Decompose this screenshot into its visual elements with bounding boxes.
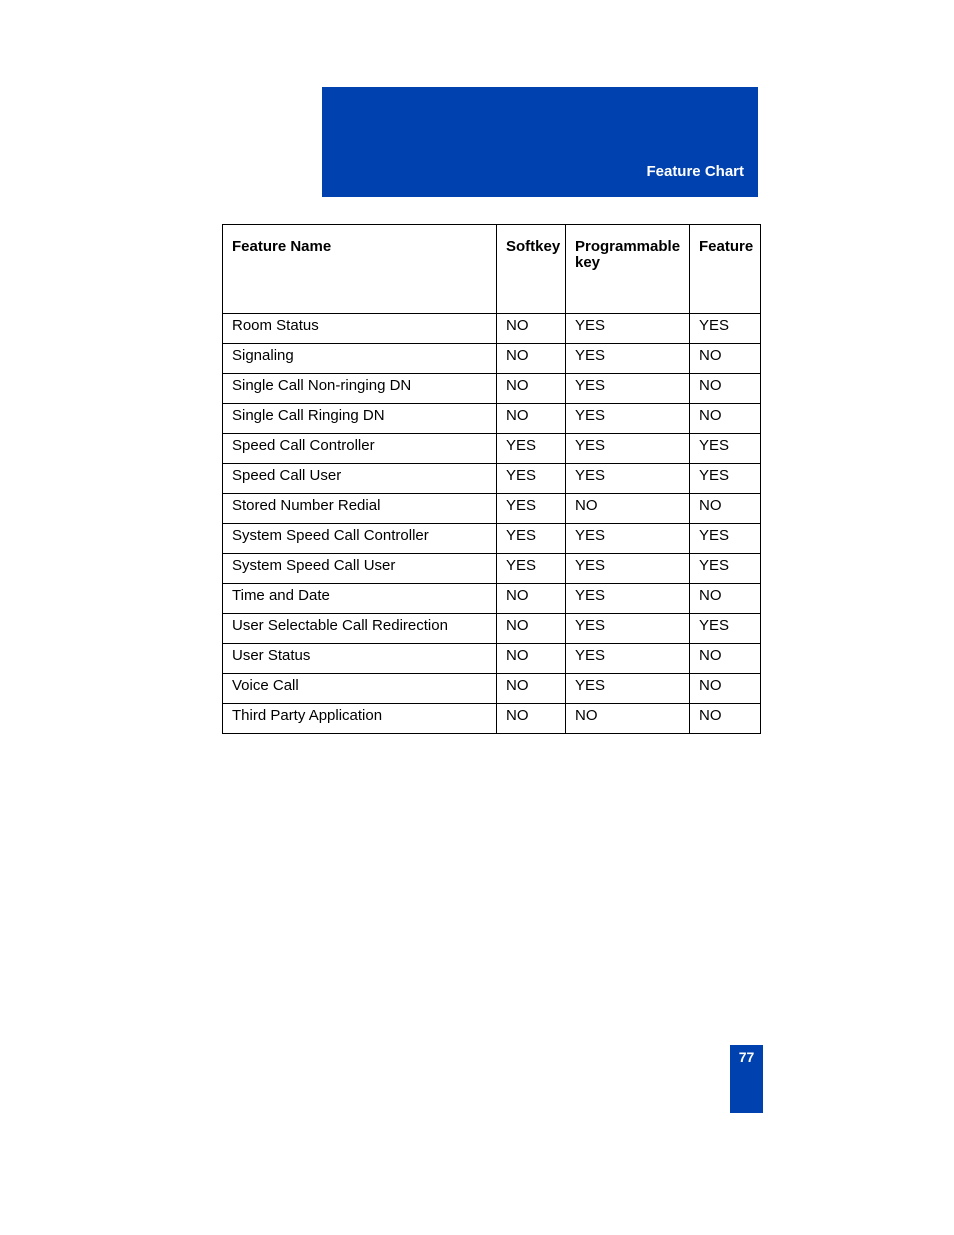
feature-cell: NO (690, 584, 761, 614)
header-banner (322, 87, 758, 197)
softkey-cell: NO (497, 614, 566, 644)
programmable-key-cell: YES (566, 464, 690, 494)
page-title: Feature Chart (646, 163, 744, 180)
programmable-key-cell: NO (566, 494, 690, 524)
feature-cell: YES (690, 614, 761, 644)
column-header-feature-name: Feature Name (223, 225, 497, 314)
column-header-softkey: Softkey (497, 225, 566, 314)
table-row (223, 314, 761, 344)
feature-name-cell: Signaling (223, 344, 497, 374)
softkey-cell: YES (497, 434, 566, 464)
table-row (223, 524, 761, 554)
softkey-cell: NO (497, 314, 566, 344)
softkey-cell: NO (497, 404, 566, 434)
softkey-cell: NO (497, 374, 566, 404)
programmable-key-cell: YES (566, 674, 690, 704)
programmable-key-cell: YES (566, 404, 690, 434)
table-row (223, 374, 761, 404)
page-number: 77 (738, 1049, 755, 1065)
feature-name-cell: Speed Call User (223, 464, 497, 494)
table-row (223, 704, 761, 734)
programmable-key-cell: NO (566, 704, 690, 734)
feature-name-cell: Voice Call (223, 674, 497, 704)
feature-cell: YES (690, 554, 761, 584)
table-row (223, 674, 761, 704)
table-header-row (223, 225, 761, 314)
programmable-key-cell: YES (566, 554, 690, 584)
table-row (223, 434, 761, 464)
feature-name-cell: User Status (223, 644, 497, 674)
column-header-programmable-key: Programmable key (566, 225, 690, 314)
feature-name-cell: Single Call Ringing DN (223, 404, 497, 434)
programmable-key-cell: YES (566, 314, 690, 344)
feature-name-cell: Speed Call Controller (223, 434, 497, 464)
feature-cell: YES (690, 314, 761, 344)
softkey-cell: YES (497, 494, 566, 524)
softkey-cell: YES (497, 464, 566, 494)
feature-table (222, 224, 761, 734)
feature-cell: YES (690, 464, 761, 494)
softkey-cell: YES (497, 524, 566, 554)
column-header-feature: Feature (690, 225, 761, 314)
table-row (223, 464, 761, 494)
table-row (223, 344, 761, 374)
feature-cell: NO (690, 674, 761, 704)
programmable-key-cell: YES (566, 614, 690, 644)
feature-cell: NO (690, 404, 761, 434)
page-number-tab (730, 1045, 763, 1113)
table-row (223, 644, 761, 674)
feature-name-cell: Time and Date (223, 584, 497, 614)
feature-name-cell: System Speed Call Controller (223, 524, 497, 554)
feature-name-cell: Single Call Non-ringing DN (223, 374, 497, 404)
feature-cell: NO (690, 344, 761, 374)
programmable-key-cell: YES (566, 584, 690, 614)
feature-name-cell: Stored Number Redial (223, 494, 497, 524)
feature-name-cell: User Selectable Call Redirection (223, 614, 497, 644)
table-row (223, 494, 761, 524)
programmable-key-cell: YES (566, 644, 690, 674)
feature-name-cell: Third Party Application (223, 704, 497, 734)
programmable-key-cell: YES (566, 524, 690, 554)
table-row (223, 404, 761, 434)
softkey-cell: YES (497, 554, 566, 584)
feature-cell: NO (690, 704, 761, 734)
feature-cell: NO (690, 644, 761, 674)
table-row (223, 584, 761, 614)
programmable-key-cell: YES (566, 344, 690, 374)
feature-name-cell: Room Status (223, 314, 497, 344)
softkey-cell: NO (497, 644, 566, 674)
feature-cell: NO (690, 494, 761, 524)
programmable-key-cell: YES (566, 374, 690, 404)
feature-name-cell: System Speed Call User (223, 554, 497, 584)
feature-cell: NO (690, 374, 761, 404)
programmable-key-cell: YES (566, 434, 690, 464)
softkey-cell: NO (497, 344, 566, 374)
feature-cell: YES (690, 434, 761, 464)
softkey-cell: NO (497, 584, 566, 614)
softkey-cell: NO (497, 674, 566, 704)
softkey-cell: NO (497, 704, 566, 734)
table-row (223, 614, 761, 644)
feature-cell: YES (690, 524, 761, 554)
table-row (223, 554, 761, 584)
